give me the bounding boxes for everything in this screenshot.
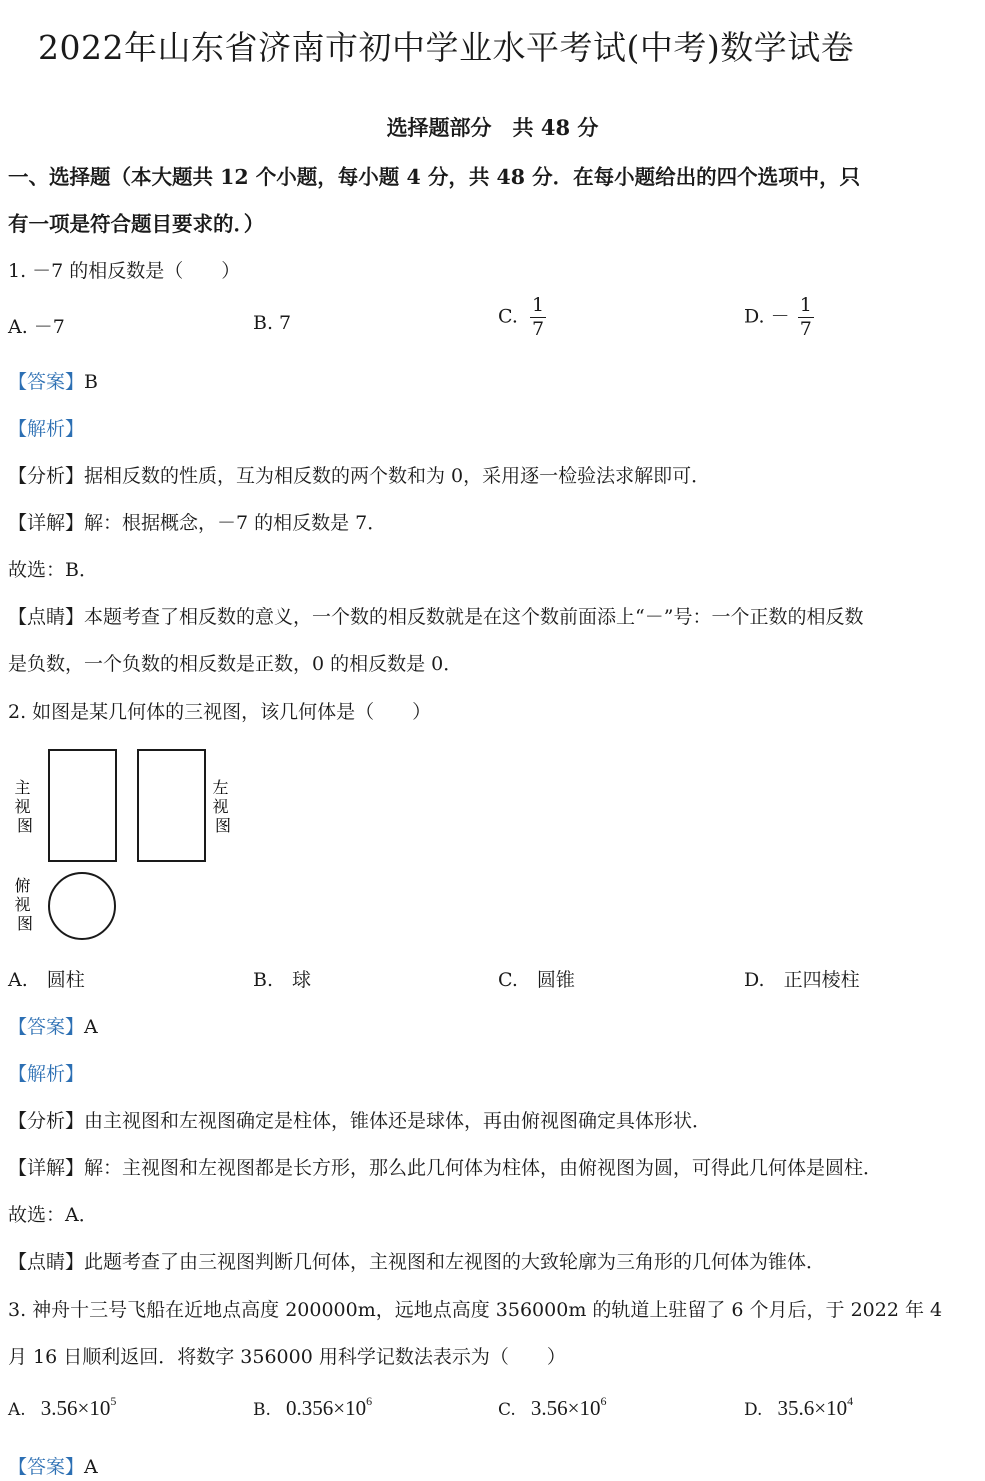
left-view-label-char-2: 视 xyxy=(212,797,229,816)
option-value xyxy=(778,1396,854,1420)
q1-option-a: A. －7 xyxy=(8,316,65,338)
answer-value: A xyxy=(84,1016,98,1038)
dianjing-tag: 【点睛】 xyxy=(8,1251,85,1273)
fraction-denominator: 7 xyxy=(531,317,545,340)
section-header: 选择题部分 共 48 分 xyxy=(386,115,599,140)
sci-base: 35.6×10 xyxy=(777,1396,848,1420)
q2-analysis-tag: 【解析】 xyxy=(8,1063,85,1085)
q2-dianjing xyxy=(8,1247,825,1274)
q2-guxuan: 故选：A． xyxy=(8,1204,98,1226)
q3-stem-line-1: 3. 神舟十三号飞船在近地点高度 200000m，远地点高度 356000m 的轨道上驻留了 6 个月后，于 2022 年 4 xyxy=(8,1299,943,1321)
top-view-label xyxy=(14,876,35,933)
q3-answer xyxy=(8,1452,98,1479)
dianjing-text: 本题考查了相反数的意义，一个数的相反数就是在这个数前面添上“－”号：一个正数的相反数 xyxy=(84,606,864,628)
q2-fenxi xyxy=(8,1106,711,1133)
q1-answer xyxy=(8,367,98,394)
q1-dianjing-line-1 xyxy=(8,602,863,629)
left-view-label-char-3: 图 xyxy=(214,816,232,835)
fraction-numerator: 1 xyxy=(799,294,812,316)
q3-option-c xyxy=(498,1396,607,1421)
q1-option-d-label: D. － xyxy=(744,305,790,328)
option-value xyxy=(286,1396,372,1420)
q2-option-c: C. 圆锥 xyxy=(498,969,575,991)
fraction-numerator: 1 xyxy=(531,294,545,316)
front-view-label-char-3: 图 xyxy=(16,816,34,835)
top-view-label-char-1: 俯 xyxy=(14,876,31,895)
q3-stem-line-2: 月 16 日顺利返回．将数字 356000 用科学记数法表示为（ ） xyxy=(8,1346,566,1368)
sci-exponent: 5 xyxy=(110,1394,117,1408)
q1-xiangjie xyxy=(8,508,386,535)
top-view-label-char-3: 图 xyxy=(16,914,34,933)
q1-option-d-fraction xyxy=(798,294,814,341)
answer-tag: 【答案】 xyxy=(8,1016,85,1038)
fenxi-tag: 【分析】 xyxy=(8,1110,85,1132)
q1-stem: 1. －7 的相反数是（ ） xyxy=(8,260,241,282)
q3-option-d xyxy=(744,1396,853,1421)
sci-base: 3.56×10 xyxy=(40,1396,111,1420)
dianjing-text: 此题考查了由三视图判断几何体，主视图和左视图的大致轮廓为三角形的几何体为锥体． xyxy=(84,1251,826,1273)
top-view-circle xyxy=(49,873,115,939)
three-view-figure xyxy=(10,745,250,945)
instruction-line-1: 一、选择题（本大题共 12 个小题，每小题 4 分，共 48 分．在每小题给出的四个选项中，只 xyxy=(8,165,861,189)
q1-option-d xyxy=(744,294,814,341)
option-value xyxy=(531,1396,607,1420)
q2-option-b: B. 球 xyxy=(253,969,312,991)
front-view-label-char-2: 视 xyxy=(14,797,31,816)
option-label: C. xyxy=(498,1400,516,1420)
q3-option-b xyxy=(253,1396,372,1421)
q1-option-b: B. 7 xyxy=(253,312,292,334)
q1-dianjing-line-2: 是负数，一个负数的相反数是正数，0 的相反数是 0． xyxy=(8,653,463,675)
left-view-label-char-1: 左 xyxy=(212,778,229,797)
answer-value: A xyxy=(84,1456,98,1478)
sci-base: 0.356×10 xyxy=(286,1396,367,1420)
option-label: B. xyxy=(253,1400,271,1420)
fenxi-text: 据相反数的性质，互为相反数的两个数和为 0，采用逐一检验法求解即可． xyxy=(84,465,711,487)
fraction-denominator: 7 xyxy=(799,317,812,340)
q1-option-c-label: C. xyxy=(498,305,518,328)
sci-base: 3.56×10 xyxy=(530,1396,601,1420)
option-label: D. xyxy=(744,1400,763,1420)
front-view-rectangle xyxy=(49,750,116,861)
q1-guxuan: 故选：B． xyxy=(8,559,98,581)
q3-option-a xyxy=(8,1396,116,1421)
fenxi-text: 由主视图和左视图确定是柱体，锥体还是球体，再由俯视图确定具体形状． xyxy=(84,1110,712,1132)
left-view-label xyxy=(212,778,233,835)
q2-option-a: A. 圆柱 xyxy=(8,969,85,991)
q2-answer xyxy=(8,1012,98,1039)
q1-option-c-fraction xyxy=(530,294,546,341)
answer-tag: 【答案】 xyxy=(8,1456,85,1478)
top-view-label-char-2: 视 xyxy=(14,895,31,914)
q2-xiangjie xyxy=(8,1153,882,1180)
exam-title: 2022年山东省济南市初中学业水平考试(中考)数学试卷 xyxy=(38,28,855,67)
answer-tag: 【答案】 xyxy=(8,371,85,393)
sci-exponent: 6 xyxy=(366,1394,373,1408)
xiangjie-text: 解：根据概念，－7 的相反数是 7． xyxy=(84,512,387,534)
q1-option-c xyxy=(498,294,546,341)
q1-fenxi xyxy=(8,461,710,488)
option-label: A. xyxy=(8,1400,26,1420)
xiangjie-text: 解：主视图和左视图都是长方形，那么此几何体为柱体，由俯视图为圆，可得此几何体是圆柱． xyxy=(84,1157,883,1179)
xiangjie-tag: 【详解】 xyxy=(8,512,85,534)
sci-exponent: 6 xyxy=(600,1394,607,1408)
answer-value: B xyxy=(84,371,98,393)
sci-exponent: 4 xyxy=(847,1394,854,1408)
q2-stem: 2. 如图是某几何体的三视图，该几何体是（ ） xyxy=(8,701,432,723)
front-view-label-char-1: 主 xyxy=(14,778,31,797)
option-value xyxy=(41,1396,117,1420)
q2-option-d: D. 正四棱柱 xyxy=(744,969,860,991)
xiangjie-tag: 【详解】 xyxy=(8,1157,85,1179)
instruction-line-2: 有一项是符合题目要求的．） xyxy=(8,212,265,236)
q1-analysis-tag: 【解析】 xyxy=(8,418,85,440)
fenxi-tag: 【分析】 xyxy=(8,465,85,487)
dianjing-tag: 【点睛】 xyxy=(8,606,85,628)
front-view-label xyxy=(14,778,35,835)
left-view-rectangle xyxy=(138,750,205,861)
